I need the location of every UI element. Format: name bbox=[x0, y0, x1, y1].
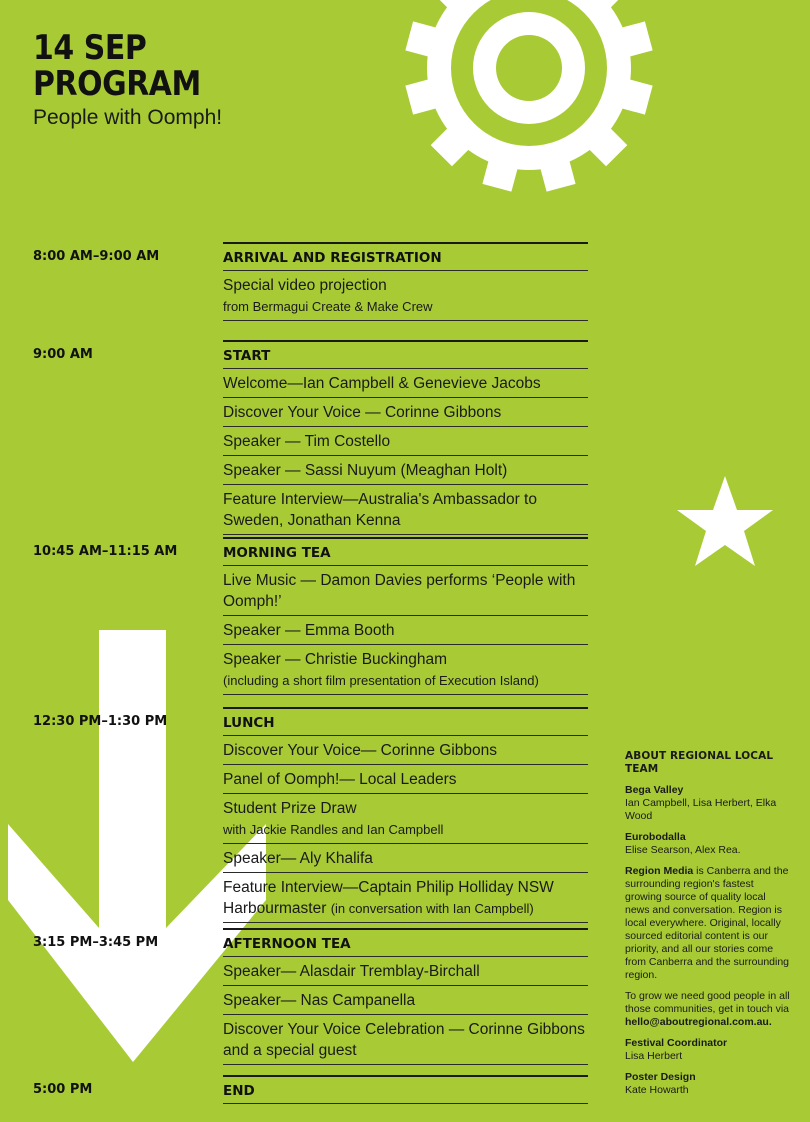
poster-design-name: Kate Howarth bbox=[625, 1084, 689, 1096]
section-heading: LUNCH bbox=[223, 709, 588, 736]
program-item: Speaker— Nas Campanella bbox=[223, 986, 588, 1015]
program-item: Live Music — Damon Davies performs ‘People with Oomph!’ bbox=[223, 566, 588, 616]
poster-design-label: Poster Design bbox=[625, 1071, 696, 1083]
eurobodalla-label: Eurobodalla bbox=[625, 831, 686, 843]
poster-header bbox=[33, 30, 224, 130]
program-item bbox=[223, 645, 588, 695]
item-subtext: from Bermagui Create & Make Crew bbox=[223, 299, 433, 314]
about-team-panel bbox=[625, 750, 790, 1105]
section-time: 12:30 PM–1:30 PM bbox=[33, 714, 168, 729]
program-item: Speaker— Aly Khalifa bbox=[223, 844, 588, 873]
item-text: Speaker — Christie Buckingham bbox=[223, 651, 447, 668]
program-item: Discover Your Voice — Corinne Gibbons bbox=[223, 398, 588, 427]
section-heading: ARRIVAL AND REGISTRATION bbox=[223, 244, 588, 271]
program-item: Welcome—Ian Campbell & Genevieve Jacobs bbox=[223, 369, 588, 398]
program-item: Speaker — Sassi Nuyum (Meaghan Holt) bbox=[223, 456, 588, 485]
bega-valley-names: Ian Campbell, Lisa Herbert, Elka Wood bbox=[625, 797, 777, 822]
item-subtext: (including a short film presentation of Execution Island) bbox=[223, 673, 539, 688]
star-icon bbox=[676, 474, 774, 568]
section-heading: START bbox=[223, 342, 588, 369]
section-time: 9:00 AM bbox=[33, 347, 93, 362]
item-text: Student Prize Draw bbox=[223, 800, 357, 817]
section-time: 10:45 AM–11:15 AM bbox=[33, 544, 178, 559]
section-time: 5:00 PM bbox=[33, 1082, 93, 1097]
about-title: ABOUT REGIONAL LOCAL TEAM bbox=[625, 750, 774, 775]
gear-graphic-icon bbox=[398, 0, 660, 205]
section-heading: MORNING TEA bbox=[223, 539, 588, 566]
item-text: Feature Interview—Captain Philip Holliday NSW Harbourmaster bbox=[223, 879, 554, 917]
section-heading: END bbox=[223, 1077, 588, 1104]
region-media-label: Region Media bbox=[625, 865, 694, 877]
program-item bbox=[223, 271, 588, 321]
section-time: 3:15 PM–3:45 PM bbox=[33, 935, 159, 950]
festival-coordinator-label: Festival Coordinator bbox=[625, 1037, 728, 1049]
festival-coordinator-name: Lisa Herbert bbox=[625, 1050, 683, 1062]
program-item: Discover Your Voice— Corinne Gibbons bbox=[223, 736, 588, 765]
program-item: Speaker — Emma Booth bbox=[223, 616, 588, 645]
program-item: Panel of Oomph!— Local Leaders bbox=[223, 765, 588, 794]
program-item bbox=[223, 794, 588, 844]
program-title: PROGRAM bbox=[33, 64, 201, 104]
program-item: Speaker— Alasdair Tremblay-Birchall bbox=[223, 957, 588, 986]
program-item bbox=[223, 873, 588, 923]
bega-valley-label: Bega Valley bbox=[625, 784, 684, 796]
program-item: Feature Interview—Australia's Ambassador to Sweden, Jonathan Kenna bbox=[223, 485, 588, 535]
item-small-text: (in conversation with Ian Campbell) bbox=[330, 901, 534, 916]
grow-text: To grow we need good people in all those communities, get in touch via bbox=[625, 990, 790, 1015]
region-media-text: is Canberra and the surrounding region's fastest growing source of quality local news and conversation. Region is local everywhere. Original, locally sourced editorial content is our priority, and all our stories come from Canberra and the surrounding region. bbox=[625, 865, 790, 981]
contact-email[interactable]: hello@aboutregional.com.au. bbox=[625, 1016, 772, 1028]
program-item: Discover Your Voice Celebration — Corinne Gibbons and a special guest bbox=[223, 1015, 588, 1065]
event-tagline: People with Oomph! bbox=[33, 106, 223, 129]
item-text: Special video projection bbox=[223, 277, 387, 294]
eurobodalla-names: Elise Searson, Alex Rea. bbox=[625, 844, 741, 856]
program-item: Speaker — Tim Costello bbox=[223, 427, 588, 456]
event-date: 14 SEP bbox=[33, 28, 147, 68]
section-time: 8:00 AM–9:00 AM bbox=[33, 249, 160, 264]
section-heading: AFTERNOON TEA bbox=[223, 930, 588, 957]
item-subtext: with Jackie Randles and Ian Campbell bbox=[223, 822, 444, 837]
